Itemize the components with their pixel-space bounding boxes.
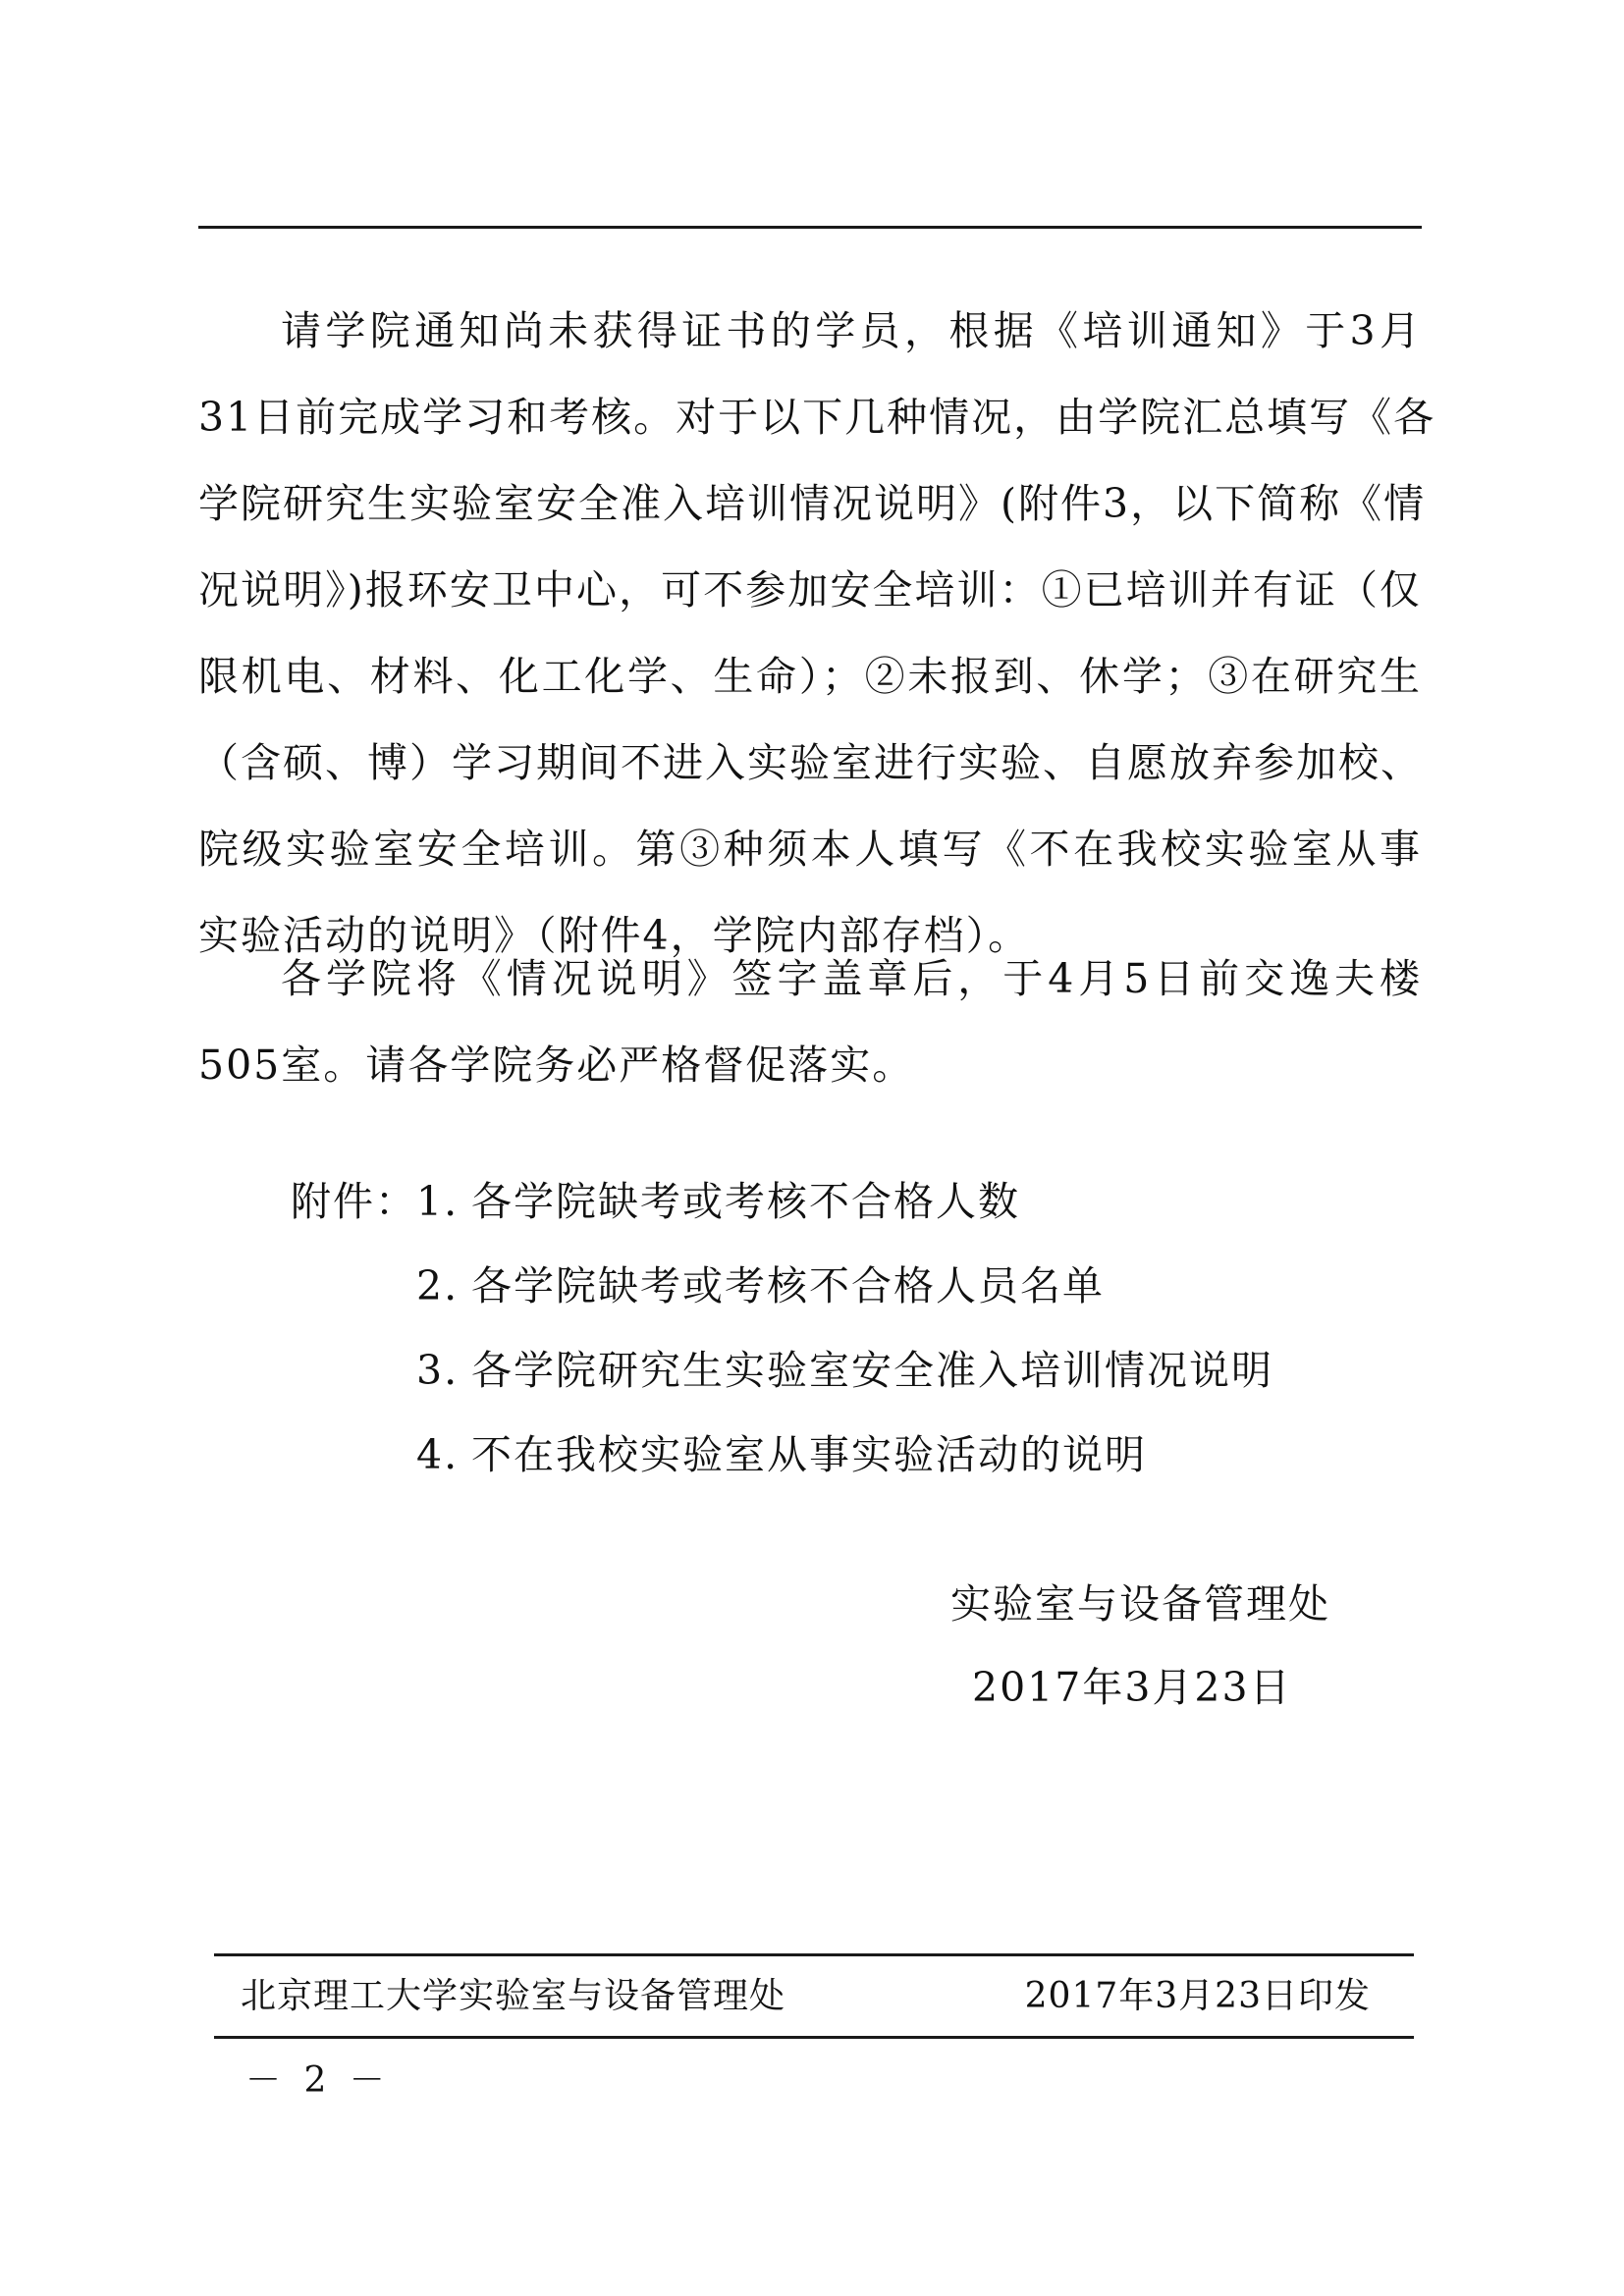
header-rule — [198, 226, 1422, 229]
paragraph-line: 31日前完成学习和考核。对于以下几种情况，由学院汇总填写《各 — [198, 394, 1436, 441]
attachment-item — [416, 1243, 1105, 1329]
body-paragraph-2 — [198, 935, 1422, 1108]
page-number: － 2 － — [245, 2060, 391, 2101]
paragraph-line: 学院研究生实验室安全准入培训情况说明》(附件3，以下简称《情 — [198, 480, 1427, 527]
paragraph-line: 请学院通知尚未获得证书的学员，根据《培训通知》于3月 — [281, 307, 1422, 354]
attachments-label: 附件： — [291, 1178, 417, 1225]
footer-rule-top — [214, 1953, 1414, 1956]
attachment-title: 各学院缺考或考核不合格人员名单 — [471, 1262, 1105, 1309]
footer-rule-bottom — [214, 2036, 1414, 2039]
signature-date: 2017年3月23日 — [972, 1664, 1292, 1711]
paragraph-line: 各学院将《情况说明》签字盖章后，于4月5日前交逸夫楼 — [281, 955, 1422, 1002]
attachment-number: 4. — [416, 1431, 460, 1478]
body-paragraph-1 — [198, 288, 1436, 979]
attachment-item — [416, 1158, 1020, 1245]
attachment-title: 各学院研究生实验室安全准入培训情况说明 — [471, 1347, 1273, 1394]
footer-issuer: 北京理工大学实验室与设备管理处 — [241, 1976, 786, 2016]
attachment-item — [416, 1412, 1147, 1498]
paragraph-line: 505室。请各学院务必严格督促落实。 — [198, 1041, 915, 1089]
signature-organization: 实验室与设备管理处 — [950, 1580, 1330, 1628]
paragraph-line: 实验活动的说明》（附件4，学院内部存档）。 — [198, 912, 1031, 959]
attachment-title: 不在我校实验室从事实验活动的说明 — [471, 1431, 1147, 1478]
paragraph-line: 限机电、材料、化工化学、生命）；②未报到、休学；③在研究生 — [198, 653, 1422, 700]
attachment-item — [416, 1327, 1273, 1414]
attachment-number: 1. — [416, 1178, 460, 1225]
paragraph-line: （含硕、博）学习期间不进入实验室进行实验、自愿放弃参加校、 — [198, 739, 1423, 786]
attachment-number: 3. — [416, 1347, 460, 1394]
attachment-number: 2. — [416, 1262, 460, 1309]
paragraph-line: 院级实验室安全培训。第③种须本人填写《不在我校实验室从事 — [198, 826, 1422, 873]
attachment-title: 各学院缺考或考核不合格人数 — [471, 1178, 1020, 1225]
paragraph-line: 况说明》)报环安卫中心，可不参加安全培训：①已培训并有证（仅 — [198, 566, 1422, 614]
footer-issue-date: 2017年3月23日印发 — [1024, 1976, 1371, 2016]
